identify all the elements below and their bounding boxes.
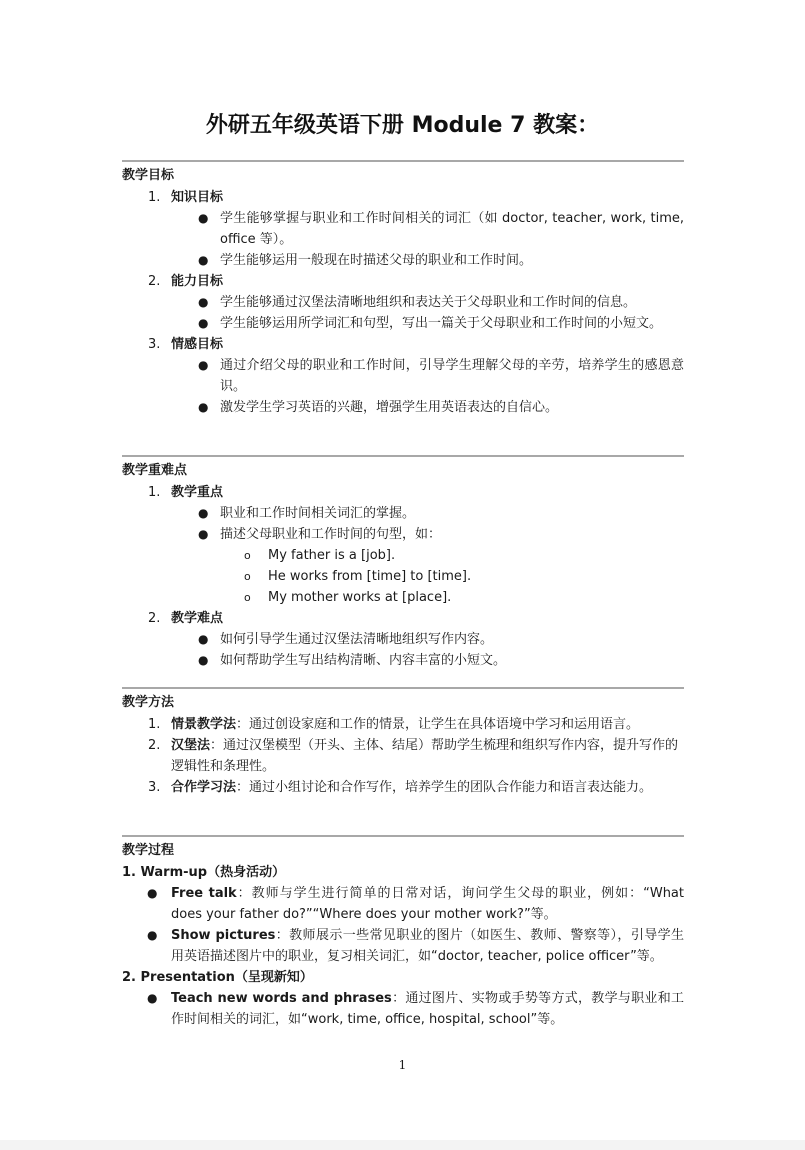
bullet-icon: ●: [198, 211, 209, 225]
objective-ability: 2. 能力目标: [148, 274, 224, 289]
circle-bullet-icon: o: [244, 549, 251, 562]
section-methods: [122, 687, 684, 798]
section-objectives: [122, 160, 684, 418]
subsection-heading: 2. Presentation（呈现新知）: [122, 970, 313, 985]
section-process: [122, 835, 684, 1030]
section-divider: [122, 835, 684, 837]
list-item: ● 职业和工作时间相关词汇的掌握。: [122, 503, 684, 524]
section-heading: 教学重难点: [122, 463, 188, 478]
bullet-icon: ●: [198, 316, 209, 330]
section-divider: [122, 455, 684, 457]
list-item: ● 如何引导学生通过汉堡法清晰地组织写作内容。: [122, 629, 684, 650]
bullet-icon: ●: [147, 928, 158, 942]
objective-label: 能力目标: [171, 274, 224, 289]
list-item: ● 描述父母职业和工作时间的句型，如：: [122, 524, 684, 545]
section-divider: [122, 160, 684, 162]
list-item: ● 学生能够掌握与职业和工作时间相关的词汇（如 doctor, teacher, work, time, office 等）。: [122, 208, 684, 250]
sentence-pattern: o He works from [time] to [time].: [122, 566, 684, 587]
objective-emotion: 3. 情感目标: [148, 337, 224, 352]
objective-label: 知识目标: [171, 190, 224, 205]
section-heading: 教学过程: [122, 843, 175, 858]
list-item: ● 激发学生学习英语的兴趣，增强学生用英语表达的自信心。: [122, 397, 684, 418]
list-item: ● 学生能够通过汉堡法清晰地组织和表达关于父母职业和工作时间的信息。: [122, 292, 684, 313]
sentence-pattern: o My father is a [job].: [122, 545, 684, 566]
circle-bullet-icon: o: [244, 591, 251, 604]
bullet-icon: ●: [198, 358, 209, 372]
bullet-icon: ●: [198, 632, 209, 646]
keypoint-difficulty: 2. 教学难点: [148, 611, 224, 626]
bullet-icon: ●: [198, 253, 209, 267]
list-item: ● 学生能够运用一般现在时描述父母的职业和工作时间。: [122, 250, 684, 271]
bullet-icon: ●: [147, 991, 158, 1005]
circle-bullet-icon: o: [244, 570, 251, 583]
subsection-heading: 1. Warm-up（热身活动）: [122, 865, 286, 880]
objective-label: 情感目标: [171, 337, 224, 352]
bullet-icon: ●: [198, 400, 209, 414]
method-item: 1. 情景教学法：通过创设家庭和工作的情景，让学生在具体语境中学习和运用语言。: [148, 717, 640, 732]
bullet-icon: ●: [198, 653, 209, 667]
sentence-pattern: o My mother works at [place].: [122, 587, 684, 608]
list-item: ● 通过介绍父母的职业和工作时间，引导学生理解父母的辛劳，培养学生的感恩意识。: [122, 355, 684, 397]
bullet-icon: ●: [198, 295, 209, 309]
bullet-icon: ●: [147, 886, 158, 900]
method-item: 2. 汉堡法：通过汉堡模型（开头、主体、结尾）帮助学生梳理和组织写作内容，提升写作的逻辑性和条理性。: [148, 738, 679, 774]
objective-knowledge: 1. 知识目标: [148, 190, 224, 205]
list-item: ● 如何帮助学生写出结构清晰、内容丰富的小短文。: [122, 650, 684, 671]
section-heading: 教学目标: [122, 168, 175, 183]
page-number: 1: [398, 1058, 407, 1072]
keypoint-focus: 1. 教学重点: [148, 485, 224, 500]
bullet-icon: ●: [198, 527, 209, 541]
list-item: ● Free talk：教师与学生进行简单的日常对话，询问学生父母的职业，例如：“What does your father do?”“Where does your mother work?”等。: [122, 883, 684, 925]
list-item: ● Show pictures：教师展示一些常见职业的图片（如医生、教师、警察等），引导学生用英语描述图片中的职业，复习相关词汇，如“doctor, teacher, police officer”等。: [122, 925, 684, 967]
section-divider: [122, 687, 684, 689]
method-item: 3. 合作学习法：通过小组讨论和合作写作，培养学生的团队合作能力和语言表达能力。: [148, 780, 653, 795]
list-item: ● Teach new words and phrases：通过图片、实物或手势等方式，教学与职业和工作时间相关的词汇，如“work, time, office, hospital, school”等。: [122, 988, 684, 1030]
list-item: ● 学生能够运用所学词汇和句型，写出一篇关于父母职业和工作时间的小短文。: [122, 313, 684, 334]
document-title: 外研五年级英语下册 Module 7 教案：: [205, 113, 600, 138]
section-heading: 教学方法: [122, 695, 175, 710]
section-keypoints: [122, 455, 684, 671]
bullet-icon: ●: [198, 506, 209, 520]
